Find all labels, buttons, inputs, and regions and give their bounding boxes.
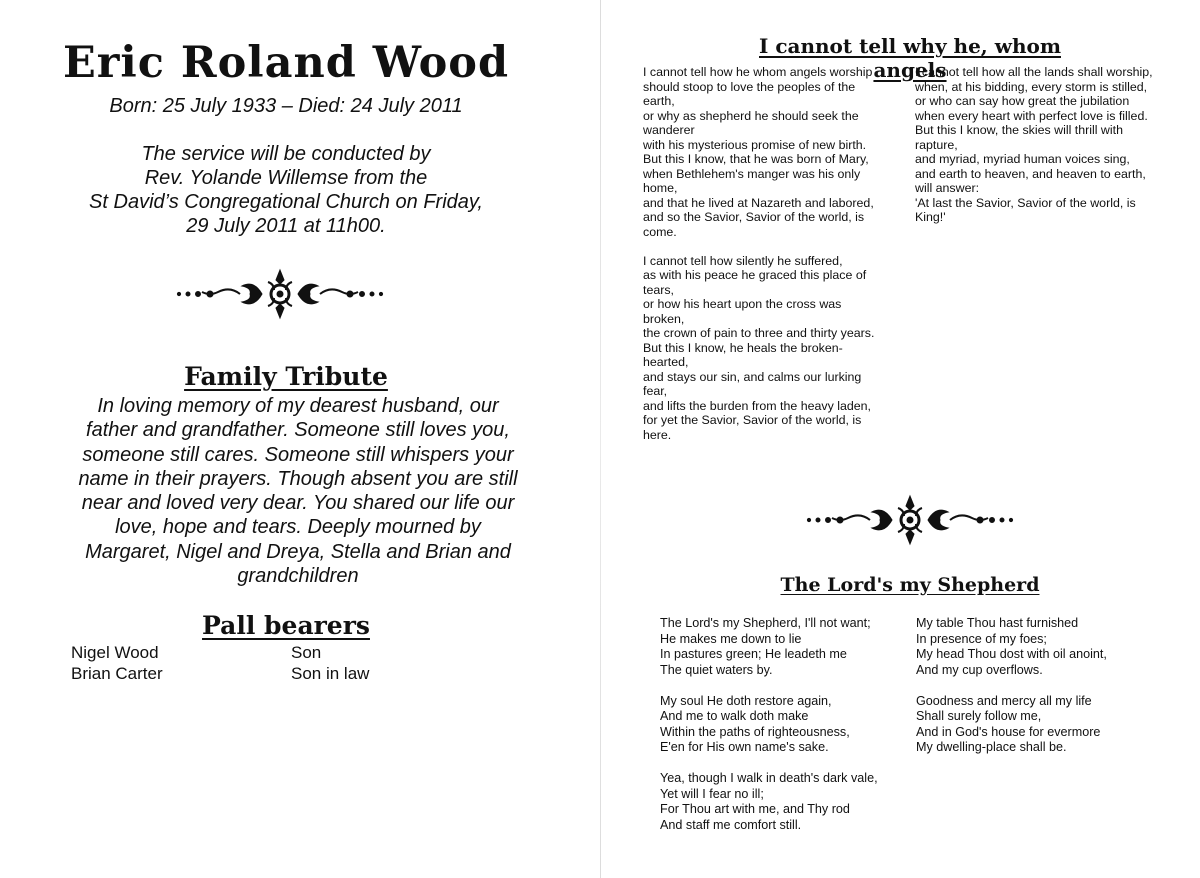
tribute-line: Margaret, Nigel and Dreya, Stella and Brian and xyxy=(85,540,511,563)
hymn-line: and earth to heaven, and heaven to earth, xyxy=(915,166,1146,181)
hymn-line: and myriad, myriad human voices sing, xyxy=(915,152,1130,166)
hymn-line xyxy=(660,756,878,772)
service-line: Rev. Yolande Willemse from the xyxy=(144,167,428,189)
service-details xyxy=(0,142,572,238)
hymn-line xyxy=(916,678,1107,694)
hymn-line: when every heart with perfect love is filled. xyxy=(915,108,1148,123)
pallbearer-role: Son xyxy=(291,643,322,662)
hymn-line: And my cup overflows. xyxy=(916,662,1043,677)
tribute-line: near and loved very dear. You shared our life our xyxy=(81,492,515,515)
hymn-line: when Bethlehem's manger was his only xyxy=(643,166,861,181)
hymn-line: for yet the Savior, Savior of the world, is xyxy=(643,413,862,427)
hymn-line: fear, xyxy=(643,384,668,398)
hymn-line: wanderer xyxy=(643,123,695,137)
hymn-line: But this I know, he heals the broken- xyxy=(643,340,843,355)
hymn-line: I cannot tell how he whom angels worship xyxy=(643,65,873,79)
hymn-2-title: The Lord's my Shepherd xyxy=(780,574,1040,596)
hymn-line: here. xyxy=(643,427,672,442)
hymn-line: And in God's house for evermore xyxy=(916,724,1101,739)
hymn-line: In pastures green; He leadeth me xyxy=(660,647,847,661)
pallbearer-role: Son in law xyxy=(291,664,370,683)
hymn-line: and lifts the burden from the heavy laden, xyxy=(643,398,871,413)
hymn-line: rapture, xyxy=(915,137,958,152)
hymn-line: Yea, though I walk in death's dark vale, xyxy=(660,771,878,785)
hymn-line: Shall surely follow me, xyxy=(916,709,1042,723)
hymn-line: should stoop to love the peoples of the xyxy=(643,79,856,94)
hymn-line: Within the paths of righteousness, xyxy=(660,724,850,739)
hymn-line: But this I know, that he was born of Mary, xyxy=(643,152,869,166)
hymn-line: He makes me down to lie xyxy=(660,631,802,646)
hymn-line: And me to walk doth make xyxy=(660,709,809,723)
tribute-line: name in their prayers. Though absent you are still xyxy=(78,467,518,490)
tribute-line: father and grandfather. Someone still loves you, xyxy=(86,419,510,442)
hymn-line: And staff me comfort still. xyxy=(660,817,802,832)
floral-divider-icon xyxy=(800,494,1020,546)
hymn-line: The quiet waters by. xyxy=(660,662,773,677)
hymn-line: come. xyxy=(643,224,677,239)
family-tribute-heading: Family Tribute xyxy=(184,362,388,391)
service-line: The service will be conducted by xyxy=(141,143,431,165)
hymn-line xyxy=(660,678,878,694)
hymn-line: home, xyxy=(643,181,678,195)
hymn-line: My dwelling-place shall be. xyxy=(916,740,1067,754)
hymn-line: In presence of my foes; xyxy=(916,631,1047,646)
hymn-2-column-1 xyxy=(660,616,878,833)
page-fold-divider xyxy=(600,0,601,878)
hymn-1-column-2 xyxy=(915,65,1153,225)
hymn-line: or why as shepherd he should seek the xyxy=(643,108,859,123)
hymn-line: For Thou art with me, and Thy rod xyxy=(660,802,850,816)
deceased-name: Eric Roland Wood xyxy=(62,38,510,88)
family-tribute-text xyxy=(0,394,596,588)
hymn-line: broken, xyxy=(643,311,685,326)
service-line: St David’s Congregational Church on Friday, xyxy=(89,191,483,213)
hymn-line: when, at his bidding, every storm is stilled, xyxy=(915,79,1148,94)
hymn-line: earth, xyxy=(643,94,675,108)
hymn-line: 'At last the Savior, Savior of the world, is xyxy=(915,195,1136,210)
hymn-line: My soul He doth restore again, xyxy=(660,693,832,708)
hymn-line: My table Thou hast furnished xyxy=(916,616,1079,630)
hymn-line: will answer: xyxy=(915,181,980,195)
born-died-dates: Born: 25 July 1933 – Died: 24 July 2011 xyxy=(109,95,463,117)
hymn-line: My head Thou dost with oil anoint, xyxy=(916,647,1107,661)
hymn-2-column-2 xyxy=(916,616,1107,756)
hymn-line: the crown of pain to three and thirty years. xyxy=(643,326,875,340)
hymn-line: Yet will I fear no ill; xyxy=(660,786,764,801)
tribute-line: someone still cares. Someone still whispers your xyxy=(82,443,514,466)
hymn-line: The Lord's my Shepherd, I'll not want; xyxy=(660,616,871,630)
hymn-line: Goodness and mercy all my life xyxy=(916,693,1092,708)
tribute-line: love, hope and tears. Deeply mourned by xyxy=(115,516,481,539)
hymn-line: But this I know, the skies will thrill with xyxy=(915,123,1123,137)
tribute-line: In loving memory of my dearest husband, our xyxy=(97,395,499,417)
hymn-1-title: I cannot tell why he, whom angels xyxy=(759,34,1061,82)
floral-divider-icon xyxy=(170,268,390,320)
hymn-line: or who can say how great the jubilation xyxy=(915,94,1130,108)
tribute-line: grandchildren xyxy=(237,565,359,588)
hymn-line: King!' xyxy=(915,210,946,224)
hymn-line: I cannot tell how all the lands shall worship, xyxy=(915,65,1153,79)
hymn-1-column-1 xyxy=(643,65,874,442)
hymn-line xyxy=(643,239,874,254)
hymn-line: E'en for His own name's sake. xyxy=(660,740,829,754)
hymn-line: I cannot tell how silently he suffered, xyxy=(643,253,843,268)
pallbearer-name: Brian Carter xyxy=(71,664,163,683)
hymn-line: hearted, xyxy=(643,355,689,369)
hymn-line: with his mysterious promise of new birth. xyxy=(643,137,867,152)
hymn-line: and so the Savior, Savior of the world, is xyxy=(643,210,865,224)
hymn-line: and stays our sin, and calms our lurking xyxy=(643,369,862,384)
pallbearer-name: Nigel Wood xyxy=(71,643,159,662)
hymn-line: and that he lived at Nazareth and labored, xyxy=(643,195,874,210)
pallbearers-heading: Pall bearers xyxy=(202,611,370,640)
hymn-line: as with his peace he graced this place of xyxy=(643,268,867,282)
service-line: 29 July 2011 at 11h00. xyxy=(186,215,386,237)
hymn-line: or how his heart upon the cross was xyxy=(643,297,842,311)
hymn-line: tears, xyxy=(643,282,674,297)
